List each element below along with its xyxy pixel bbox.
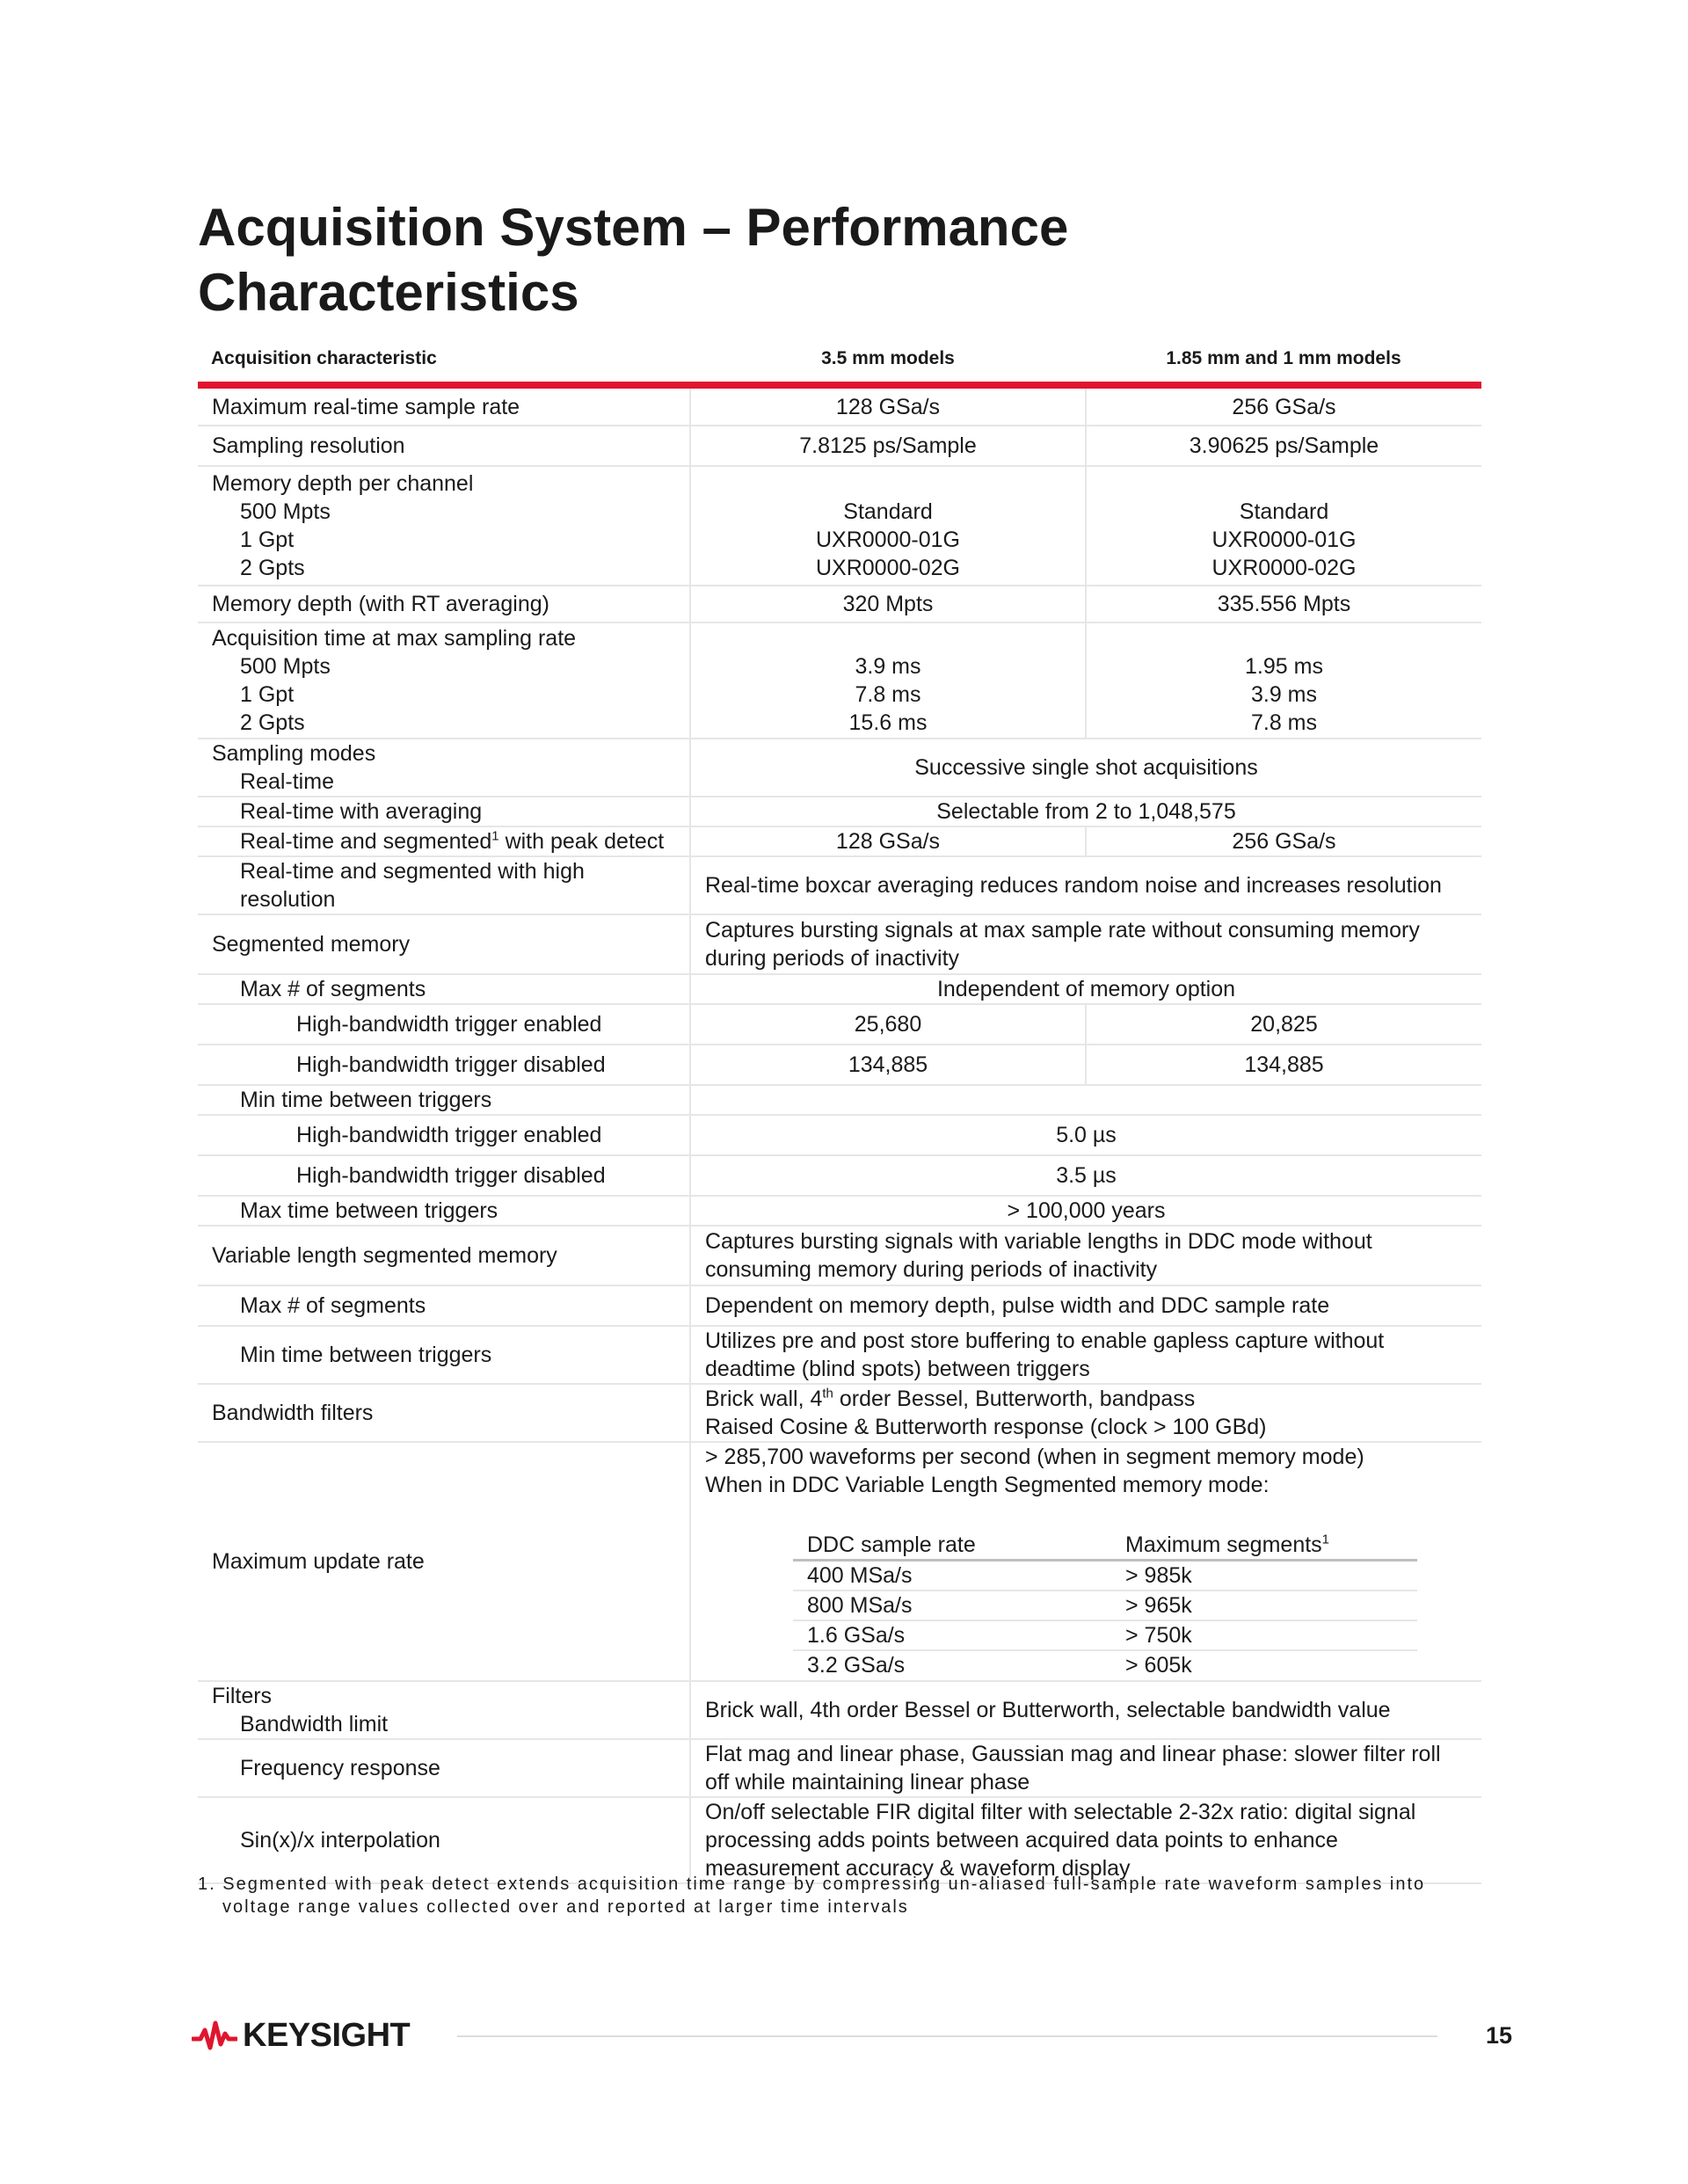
value-1-85mm: 335.556 Mpts (1086, 586, 1481, 622)
table-row (198, 586, 1481, 622)
value-span: Dependent on memory depth, pulse width and DDC sample rate (690, 1285, 1481, 1326)
row-sublabel: Bandwidth limit (240, 1712, 389, 1736)
ddc-rate: 800 MSa/s (793, 1591, 1111, 1620)
row-sublabel: Max # of segments (240, 977, 426, 1001)
row-label (198, 974, 690, 1004)
row-label: Maximum update rate (198, 1442, 690, 1681)
value-1-85mm (1086, 466, 1481, 586)
row-sublabel: High-bandwidth trigger enabled (296, 1012, 602, 1037)
table-row (198, 797, 1481, 826)
acquisition-spec-table (198, 343, 1481, 1884)
row-sublabel: Sin(x)/x interpolation (240, 1828, 440, 1853)
table-row (198, 1155, 1481, 1196)
row-label (198, 1326, 690, 1384)
table-row (793, 1591, 1417, 1620)
row-sublabel: Real-time (240, 769, 334, 794)
footnote-text: 1. Segmented with peak detect extends acquisition time range by compressing un-aliased full-sample rate waveform samples into voltage range values collected over and reported at larger time intervals (198, 1875, 1426, 1917)
table-row (198, 1115, 1481, 1155)
table-row (198, 1739, 1481, 1797)
row-sublabel: 500 Mpts (240, 499, 331, 524)
value-line: 7.8 ms (1250, 710, 1318, 735)
row-label (198, 1045, 690, 1085)
row-label (198, 1155, 690, 1196)
row-label: Memory depth (with RT averaging) (198, 586, 690, 622)
row-sublabel: Frequency response (240, 1756, 440, 1780)
value-line: UXR0000-01G (1211, 528, 1357, 552)
table-row (198, 974, 1481, 1004)
footnote-ref: 1 (1321, 1532, 1330, 1547)
table-row (198, 1196, 1481, 1226)
value-span: Flat mag and linear phase, Gaussian mag and linear phase: slower filter roll off while maintaining linear phase (690, 1739, 1481, 1797)
row-label (198, 797, 690, 826)
row-sublabel: 1 Gpt (240, 682, 295, 707)
value-span: Real-time boxcar averaging reduces random noise and increases resolution (690, 856, 1481, 914)
value-3-5mm: 134,885 (690, 1045, 1086, 1085)
row-sublabel: Real-time with averaging (240, 799, 483, 824)
row-label (198, 622, 690, 739)
page-title (198, 195, 1517, 325)
value-span (690, 1442, 1481, 1681)
row-label: Segmented memory (198, 914, 690, 974)
label-part: Real-time and segmented (240, 829, 492, 854)
header-1-85mm-models: 1.85 mm and 1 mm models (1086, 343, 1481, 385)
value-1-85mm (1086, 622, 1481, 739)
row-label (198, 1739, 690, 1797)
value-span: Utilizes pre and post store buffering to enable gapless capture without deadtime (blind spots) between triggers (690, 1326, 1481, 1384)
table-row (198, 622, 1481, 739)
header-3-5mm-models: 3.5 mm models (690, 343, 1086, 385)
value-line (705, 1385, 1467, 1413)
value-line: UXR0000-02G (816, 556, 960, 580)
table-header-row (198, 343, 1481, 385)
page-number: 15 (1485, 2022, 1512, 2049)
value-line: 1.95 ms (1245, 654, 1323, 679)
keysight-logo (192, 2013, 410, 2057)
table-row (198, 1326, 1481, 1384)
table-row (198, 1681, 1481, 1739)
row-sublabel: 500 Mpts (240, 654, 331, 679)
footer-divider (457, 2035, 1437, 2037)
label-part: with peak detect (498, 829, 665, 854)
ddc-table-header (793, 1531, 1417, 1561)
value-line: > 285,700 waveforms per second (when in segment memory mode) (705, 1445, 1364, 1469)
table-row (198, 466, 1481, 586)
value-line: 15.6 ms (848, 710, 928, 735)
row-sublabel: High-bandwidth trigger disabled (296, 1163, 606, 1188)
value-span: 3.5 µs (690, 1155, 1481, 1196)
row-sublabel (212, 827, 675, 855)
value-1-85mm: 20,825 (1086, 1004, 1481, 1045)
row-label: Sampling resolution (198, 426, 690, 466)
row-label-main: Memory depth per channel (212, 471, 474, 496)
ddc-header-rate: DDC sample rate (793, 1531, 1111, 1561)
table-row (198, 1442, 1481, 1681)
value-span: On/off selectable FIR digital filter with selectable 2-32x ratio: digital signal processing adds points between acquired data points to enhance measurement accuracy & waveform display (690, 1797, 1481, 1883)
value-part: order Bessel, Butterworth, bandpass (833, 1387, 1196, 1411)
row-sublabel: Max time between triggers (240, 1198, 498, 1223)
value-line: When in DDC Variable Length Segmented memory mode: (705, 1473, 1270, 1497)
ddc-rate: 3.2 GSa/s (807, 1653, 906, 1678)
row-label-main: Filters (212, 1684, 273, 1708)
ddc-segments-table (793, 1531, 1417, 1679)
row-label (198, 856, 690, 914)
table-row (198, 426, 1481, 466)
value-line: 3.9 ms (1250, 682, 1318, 707)
row-label: Bandwidth filters (198, 1384, 690, 1442)
value-3-5mm: 320 Mpts (690, 586, 1086, 622)
ddc-segments: > 750k (1111, 1620, 1417, 1650)
value-3-5mm: 7.8125 ps/Sample (690, 426, 1086, 466)
page-title-line-2: Characteristics (198, 263, 579, 322)
value-part: Brick wall, 4 (705, 1387, 823, 1411)
row-label-main: Sampling modes (212, 741, 376, 766)
value-1-85mm: 256 GSa/s (1086, 385, 1481, 426)
value-line: Standard (843, 499, 933, 524)
value-span-empty (690, 1085, 1481, 1115)
table-row (198, 1384, 1481, 1442)
row-label (198, 466, 690, 586)
value-span: Brick wall, 4th order Bessel or Butterworth, selectable bandwidth value (690, 1681, 1481, 1739)
ordinal-suffix: th (822, 1386, 833, 1401)
table-row (198, 1004, 1481, 1045)
row-sublabel: High-bandwidth trigger enabled (296, 1123, 602, 1147)
header-characteristic: Acquisition characteristic (198, 343, 690, 385)
table-row (793, 1620, 1417, 1650)
row-sublabel: Min time between triggers (240, 1088, 492, 1112)
value-3-5mm: 128 GSa/s (690, 385, 1086, 426)
value-3-5mm: 25,680 (690, 1004, 1086, 1045)
value-span: > 100,000 years (690, 1196, 1481, 1226)
keysight-wave-icon (192, 2018, 237, 2053)
ddc-segments: > 965k (1111, 1591, 1417, 1620)
row-label: Variable length segmented memory (198, 1226, 690, 1285)
value-3-5mm (690, 466, 1086, 586)
row-sublabel: 2 Gpts (240, 556, 305, 580)
value-1-85mm: 256 GSa/s (1086, 826, 1481, 856)
value-span: Successive single shot acquisitions (690, 739, 1481, 797)
table-row (198, 1797, 1481, 1883)
table-row (198, 1045, 1481, 1085)
ddc-rate: 1.6 GSa/s (793, 1620, 1111, 1650)
brand-name: KEYSIGHT (243, 2016, 411, 2054)
value-line: UXR0000-01G (816, 528, 960, 552)
table-row (198, 856, 1481, 914)
table-row (198, 1226, 1481, 1285)
row-sublabel: High-bandwidth trigger disabled (296, 1052, 606, 1077)
row-label (198, 1681, 690, 1739)
value-span: Captures bursting signals at max sample rate without consuming memory during periods of inactivity (690, 914, 1481, 974)
row-label (198, 1196, 690, 1226)
value-line: 3.9 ms (855, 654, 921, 679)
value-1-85mm: 134,885 (1086, 1045, 1481, 1085)
row-sublabel: 1 Gpt (240, 528, 295, 552)
value-3-5mm: 128 GSa/s (690, 826, 1086, 856)
value-span: Independent of memory option (690, 974, 1481, 1004)
row-label (198, 1285, 690, 1326)
ddc-header-segments-text: Maximum segments (1125, 1532, 1322, 1557)
value-1-85mm: 3.90625 ps/Sample (1086, 426, 1481, 466)
footnote-ref: 1 (491, 828, 499, 844)
row-label (198, 1115, 690, 1155)
row-label (198, 739, 690, 797)
row-sublabel: 2 Gpts (240, 710, 305, 735)
row-label (198, 826, 690, 856)
row-sublabel: Real-time and segmented with high resolution (240, 859, 585, 912)
value-span: Captures bursting signals with variable lengths in DDC mode without consuming memory during periods of inactivity (690, 1226, 1481, 1285)
row-sublabel: Max # of segments (240, 1293, 426, 1318)
row-label (198, 1004, 690, 1045)
footnote (198, 1873, 1481, 1918)
value-line: Raised Cosine & Butterworth response (clock > 100 GBd) (705, 1415, 1267, 1439)
ddc-header-segments (1111, 1531, 1417, 1561)
value-line: 7.8 ms (855, 682, 921, 707)
table-row (198, 1085, 1481, 1115)
table-row (793, 1650, 1417, 1679)
ddc-rate: 400 MSa/s (793, 1561, 1111, 1591)
row-label (198, 1085, 690, 1115)
table-row (198, 826, 1481, 856)
table-row (198, 914, 1481, 974)
value-3-5mm (690, 622, 1086, 739)
row-label-main: Acquisition time at max sampling rate (212, 626, 577, 651)
value-span: 5.0 µs (690, 1115, 1481, 1155)
value-line: Standard (1239, 499, 1329, 524)
value-line: UXR0000-02G (1211, 556, 1357, 580)
table-row (198, 1285, 1481, 1326)
row-label (198, 1797, 690, 1883)
ddc-segments: > 985k (1111, 1561, 1417, 1591)
ddc-segments: > 605k (1125, 1653, 1192, 1678)
row-label: Maximum real-time sample rate (198, 385, 690, 426)
page-title-line-1: Acquisition System – Performance (198, 198, 1069, 257)
table-row (198, 739, 1481, 797)
value-span: Selectable from 2 to 1,048,575 (690, 797, 1481, 826)
value-span (690, 1384, 1481, 1442)
row-sublabel: Min time between triggers (240, 1343, 492, 1367)
table-row (793, 1561, 1417, 1591)
table-row (198, 385, 1481, 426)
